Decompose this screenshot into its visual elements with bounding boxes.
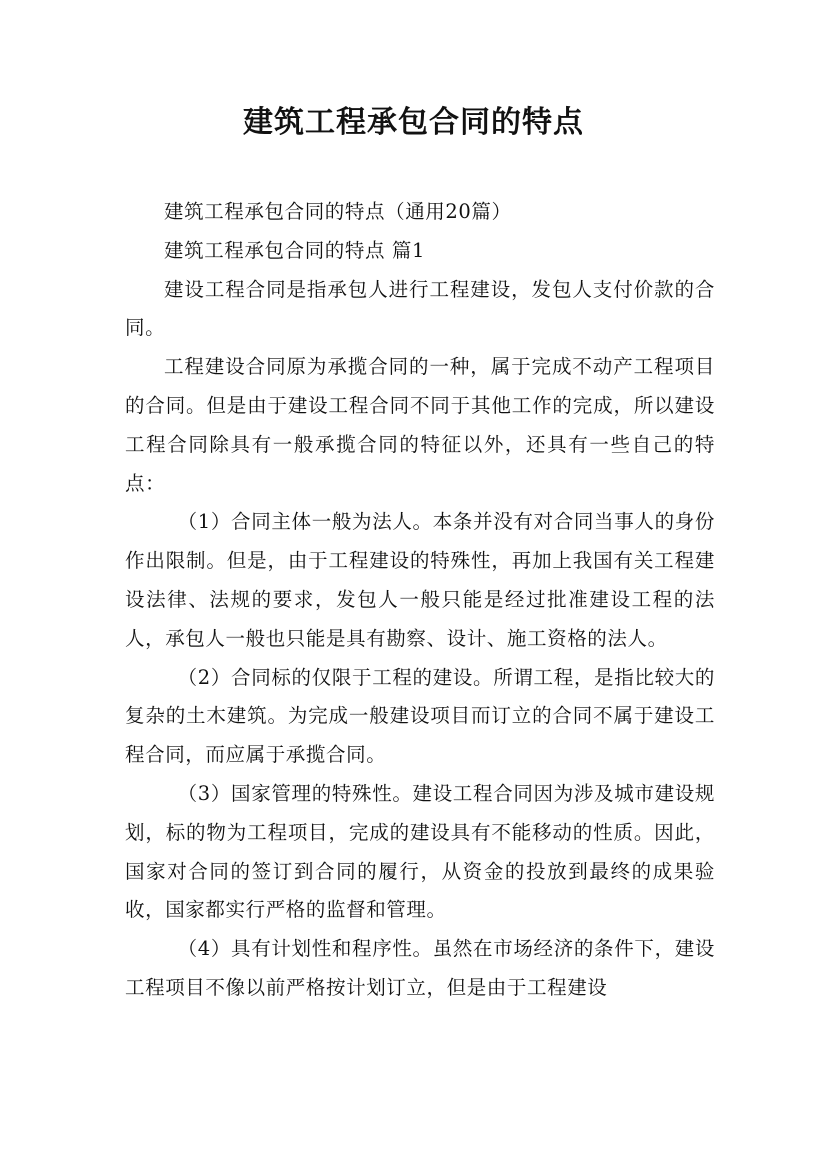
subtitle-paragraph: 建筑工程承包合同的特点（通用20篇） (164, 200, 512, 223)
body-paragraph: 建设工程合同是指承包人进行工程建设，发包人支付价款的合同。 (125, 277, 715, 340)
body-paragraph: 工程建设合同原为承揽合同的一种，属于完成不动产工程项目的合同。但是由于建设工程合同不同于其他工作的完成，所以建设工程合同除具有一般承揽合同的特征以外，还具有一些自己的特点： (125, 355, 715, 495)
document-body (125, 193, 715, 1008)
section-heading: 建筑工程承包合同的特点 篇1 (164, 238, 426, 262)
document-title: 建筑工程承包合同的特点 (243, 105, 584, 140)
numbered-paragraph-2: （2）合同标的仅限于工程的建设。所谓工程，是指比较大的复杂的土木建筑。为完成一般建设项目而订立的合同不属于建设工程合同，而应属于承揽合同。 (125, 665, 715, 767)
numbered-paragraph-3: （3）国家管理的特殊性。建设工程合同因为涉及城市建设规划，标的物为工程项目，完成的建设具有不能移动的性质。因此，国家对合同的签订到合同的履行，从资金的投放到最终的成果验收，国家都实行严格的监督和管理。 (125, 781, 715, 922)
numbered-paragraph-4: （4）具有计划性和程序性。虽然在市场经济的条件下，建设工程项目不像以前严格按计划订立，但是由于工程建设 (125, 937, 715, 999)
numbered-paragraph-1: （1）合同主体一般为法人。本条并没有对合同当事人的身份作出限制。但是，由于工程建设的特殊性，再加上我国有关工程建设法律、法规的要求，发包人一般只能是经过批准建设工程的法人，承包人一般也只能是具有勘察、设计、施工资格的法人。 (125, 510, 715, 650)
